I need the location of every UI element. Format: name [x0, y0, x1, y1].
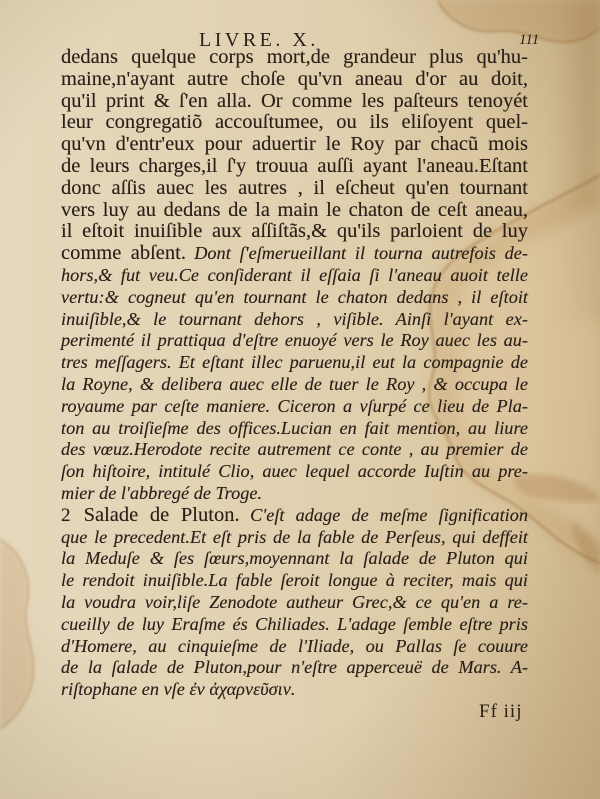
italic-text: Dont ſ'eſmerueillant il tourna autrefois de- — [194, 243, 528, 264]
text-line — [61, 613, 528, 635]
text-line — [61, 308, 528, 330]
text-line — [61, 286, 528, 308]
roman-text: qu'il print & ſ'en alla. Or comme les paſteurs tenoyét — [61, 89, 528, 112]
text-line — [61, 417, 528, 439]
roman-text: de leurs charges,il ſ'y trouua auſſi ayant l'aneau.Eſtant — [61, 155, 528, 177]
text-line — [61, 460, 528, 482]
italic-text: royaume par ceſte maniere. Ciceron a vſurpé ce lieu de Pla- — [61, 395, 528, 416]
roman-text: qu'vn d'entr'eux pour aduertir le Roy par chacũ mois — [61, 133, 528, 156]
italic-text: la Meduſe & ſes ſœurs,moyennant la ſalade de Pluton qui — [61, 548, 528, 569]
roman-text: Salade de Pluton. — [83, 503, 240, 526]
text-line — [61, 678, 528, 700]
italic-text: que le precedent.Et eſt pris de la fable de Perſeus, qui deffeit — [61, 526, 528, 547]
text-line — [61, 68, 528, 90]
signature-mark: Ff iij — [479, 701, 523, 722]
roman-text: il eſtoit inuiſible aux aſſiſtãs,& qu'ils parloient de luy — [61, 220, 528, 243]
roman-text: dedans quelque corps mort,de grandeur plus qu'hu- — [61, 46, 528, 68]
text-line — [61, 133, 528, 155]
text-line — [61, 264, 528, 286]
text-line — [61, 395, 528, 417]
italic-text: le rendoit inuiſible.La fable ſeroit longue à reciter, mais qui — [61, 570, 528, 591]
running-head: LIVRE. X. — [199, 29, 319, 51]
roman-text: maine,n'ayant autre choſe qu'vn aneau d'or au doit, — [61, 67, 528, 90]
roman-text: donc aſſis auec les autres , il eſcheut qu'en tournant — [61, 176, 528, 199]
italic-text: de la ſalade de Pluton,pour n'eſtre apperceuë de Mars. A- — [61, 657, 528, 678]
text-line — [61, 482, 528, 504]
text-line — [61, 504, 528, 526]
italic-text: la Royne, & delibera auec elle de tuer le Roy , & occupa le — [61, 374, 528, 394]
text-line — [61, 526, 528, 548]
italic-text: riſtophane en vſe ἐν ἀχαρνεῦσιν. — [61, 679, 296, 700]
text-line — [61, 177, 528, 199]
text-line — [61, 591, 528, 613]
text-line — [61, 111, 528, 133]
text-line — [61, 635, 528, 657]
folio-number: 111 — [519, 32, 540, 48]
text-line — [61, 373, 528, 395]
italic-text: tres meſſagers. Et eſtant illec paruenu,il eut la compagnie de — [61, 352, 528, 373]
italic-text: hors,& fut veu.Ce conſiderant il eſſaia ſi l'aneau auoit telle — [61, 265, 528, 285]
italic-text: la voudra voir,liſe Zenodote autheur Grec,& ce qu'en a re- — [61, 592, 528, 612]
roman-text: comme abſent. — [61, 242, 186, 265]
text-line — [61, 90, 528, 112]
italic-text: d'Homere, au cinquieſme de l'Iliade, ou Pallas ſe couure — [61, 635, 528, 656]
italic-text: des vœuz.Herodote recite autrement ce conte , au premier de — [61, 439, 528, 460]
text-line — [61, 547, 528, 569]
text-line — [61, 329, 528, 351]
text-line — [61, 242, 528, 264]
italic-text: cueilly de luy Eraſme és Chiliades. L'adage ſemble eſtre pris — [61, 613, 528, 634]
text-line — [61, 199, 528, 221]
text-line — [61, 155, 528, 177]
text-line — [61, 656, 528, 678]
text-line — [61, 351, 528, 373]
italic-text: vertu:& cogneut qu'en tournant le chaton dedans , il eſtoit — [61, 286, 528, 307]
roman-text: vers luy au dedans de la main le chaton de ceſt aneau, — [61, 198, 528, 221]
italic-text: ton au troiſieſme des offices.Lucian en fait mention, au liure — [61, 417, 528, 438]
roman-text: leur congregatiõ accouſtumee, ou ils eliſoyent quel- — [61, 111, 528, 134]
note-marker: 2 — [61, 504, 71, 526]
italic-text: C'eſt adage de meſme ſignification — [250, 504, 529, 525]
italic-text: mier de l'abbregé de Troge. — [61, 483, 263, 503]
text-line — [61, 569, 528, 591]
text-line — [61, 438, 528, 460]
italic-text: inuiſible,& le tournant dehors , viſible. Ainſi l'ayant ex- — [61, 308, 528, 329]
italic-text: perimenté il prattiqua d'eſtre enuoyé vers le Roy auec les au- — [61, 330, 528, 351]
text-line — [61, 220, 528, 242]
text-line — [61, 46, 528, 68]
italic-text: ſon hiſtoire, intitulé Clio, auec lequel accorde Iuſtin au pre- — [61, 461, 528, 482]
